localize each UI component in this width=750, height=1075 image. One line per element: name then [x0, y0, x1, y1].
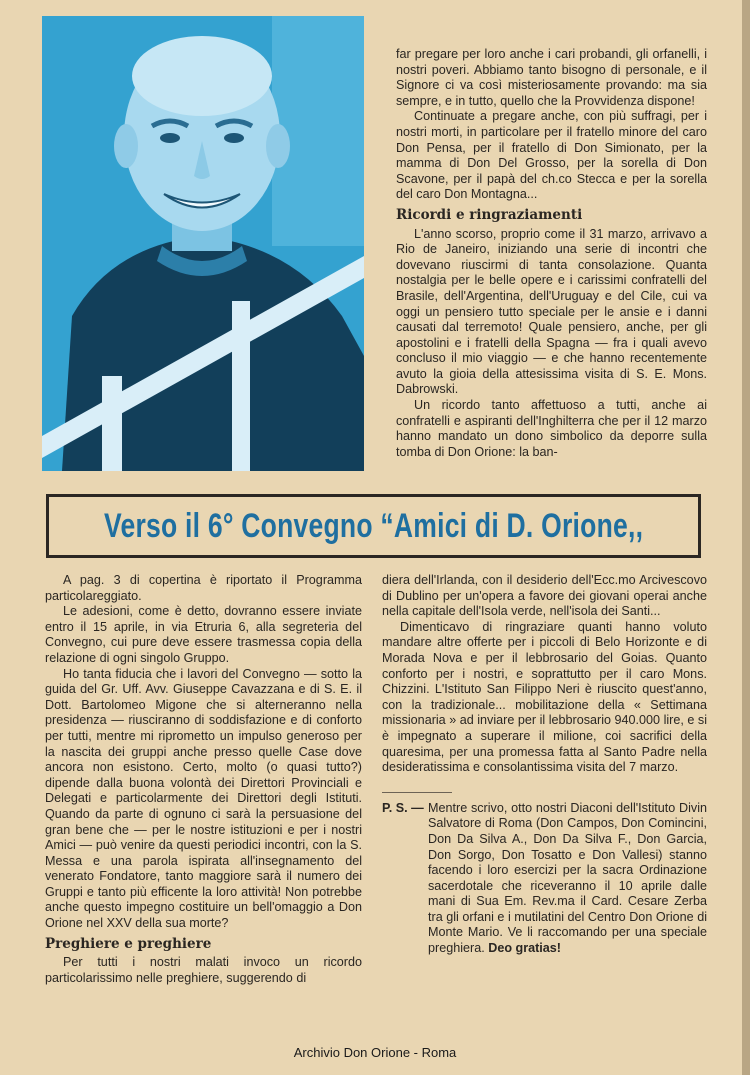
postscript-body	[428, 801, 707, 957]
paragraph: A pag. 3 di copertina è riportato il Programma particolareggiato.	[45, 573, 362, 603]
postscript-closing: Deo gratias!	[488, 941, 562, 956]
portrait-illustration	[42, 16, 364, 471]
postscript-label: P. S. —	[382, 800, 424, 815]
section-heading: Ricordi e ringraziamenti	[396, 206, 583, 223]
bottom-right-column	[382, 573, 707, 957]
paragraph: Un ricordo tanto affettuoso a tutti, anche ai confratelli e aspiranti dell'Inghilterra che per il 12 marzo hanno mandato un dono simbolico da deporre sulla tomba di Don Orione: la ban-	[396, 398, 707, 459]
paragraph: Dimenticavo di ringraziare quanti hanno voluto mandare altre offerte per i piccoli di Belo Horizonte e di Morada Nova e per il lebbrosario del Goias. Quanto conforto per i nostri, e soprattutto per il caro Mons. Chizzini. L'Istituto San Filippo Neri è riuscito quest'anno, con la tradizionale... mobilitazione della « Settimana missionaria » ad inviare per il lebbrosario 940.000 lire, e si è impegnato a superare il milione, coi sacrifici della quaresima, per una promessa fatta al Santo Padre nella desideratissima e consolantissima visita del 7 marzo.	[382, 619, 707, 775]
section-heading: Preghiere e preghiere	[45, 935, 212, 952]
page-edge	[742, 0, 750, 1075]
top-right-column	[396, 47, 707, 460]
paragraph: L'anno scorso, proprio come il 31 marzo, arrivavo a Rio de Janeiro, iniziando una serie di incontri che dovevano riuscirmi di tanta consolazione. Quanta nostalgia per le belle opere e i carissimi confratelli del Brasile, dell'Argentina, dell'Uruguay e del Cile, cui va oggi un pensiero tutto speciale per le ansie e i danni causati dal terremoto! Quale pensiero, anche, per gli apostolini e i fratelli della Spagna — fra i quali avevo concluso il mio viaggio — e che hanno recentemente avuto la gioia della attesissima visita di S. E. Mons. Dabrowski.	[396, 226, 707, 397]
postscript	[382, 801, 707, 957]
convention-banner	[46, 494, 701, 558]
paragraph: Ho tanta fiducia che i lavori del Convegno — sotto la guida del Gr. Uff. Avv. Giuseppe Cavazzana e di S. E. il Dott. Bartolomeo Migone che si alterneranno nella presidenza — riusciranno di soddisfazione e di conforto per tutti, mentre mi riprometto un impulso generoso per la nascita dei gruppi anche presso quelle Case dove ancora non esistono. Certo, molto (o quasi tutto?) dipende dalla buona volontà dei Direttori Provinciali e Delegati e particolarmente dei Direttori degli Istituti. Quando da parte di ognuno ci sarà la persuasione del gran bene che — per le nostre istituzioni e per i nostri Amici — può venire da questi periodici incontri, con la S. Messa e una parola ispirata all'insegnamento del venerato Fondatore, tanto maggiore sarà il numero dei Gruppi e tanto più efficente la loro attività! Non potrebbe anche questo impegno costituire un bell'omaggio a Don Orione nel XXV della sua morte?	[45, 666, 362, 931]
paragraph: Per tutti i nostri malati invoco un ricordo particolarissimo nelle preghiere, suggerendo di	[45, 955, 362, 985]
bottom-left-column	[45, 573, 362, 986]
paragraph: far pregare per loro anche i cari probandi, gli orfanelli, i nostri poveri. Abbiamo tanto bisogno di personale, e il Signore ci va così misteriosamente provando: ma sia sempre, e in tutto, quello che la Provvidenza dispone!	[396, 47, 707, 108]
divider	[382, 792, 452, 793]
paragraph: diera dell'Irlanda, con il desiderio dell'Ecc.mo Arcivescovo di Dublino per un'opera a favore dei giovani operai anche nella capitale dell'Isola verde, nell'isola dei Santi...	[382, 573, 707, 619]
portrait-photo	[42, 16, 364, 471]
paragraph: Continuate a pregare anche, con più suffragi, per i nostri morti, in particolare per il fratello minore del caro Don Pensa, per il fratello di Don Simionato, per la mamma di Don Del Grosso, per la sorella di Don Scavone, per il papà del ch.co Stecca e per la sorella del caro Don Montagna...	[396, 109, 707, 202]
banner-title: Verso il 6° Convegno “Amici di D. Orione,,	[103, 506, 644, 545]
archive-caption: Archivio Don Orione - Roma	[293, 1045, 457, 1060]
paragraph: Le adesioni, come è detto, dovranno essere inviate entro il 15 aprile, in via Etruria 6, alla segreteria del Convegno, cui pure deve essere trasmessa copia della relazione di ogni singolo Gruppo.	[45, 604, 362, 665]
postscript-text: Mentre scrivo, otto nostri Diaconi dell'Istituto Divin Salvatore di Roma (Don Campos, Don Comincini, Don Da Silva A., Don Da Silva F., Don Garcia, Don Sorgo, Don Tosatto e Don Vallesi) stanno facendo i loro esercizi per la sacra Ordinazione sacerdotale che riceveranno il 10 aprile dalle mani di Sua Em. Rev.ma il Card. Cesare Zerba tra gli orfani e i mutilatini del Centro Don Orione di Monte Mario. Ve li raccomando per una speciale preghiera.	[428, 800, 707, 956]
